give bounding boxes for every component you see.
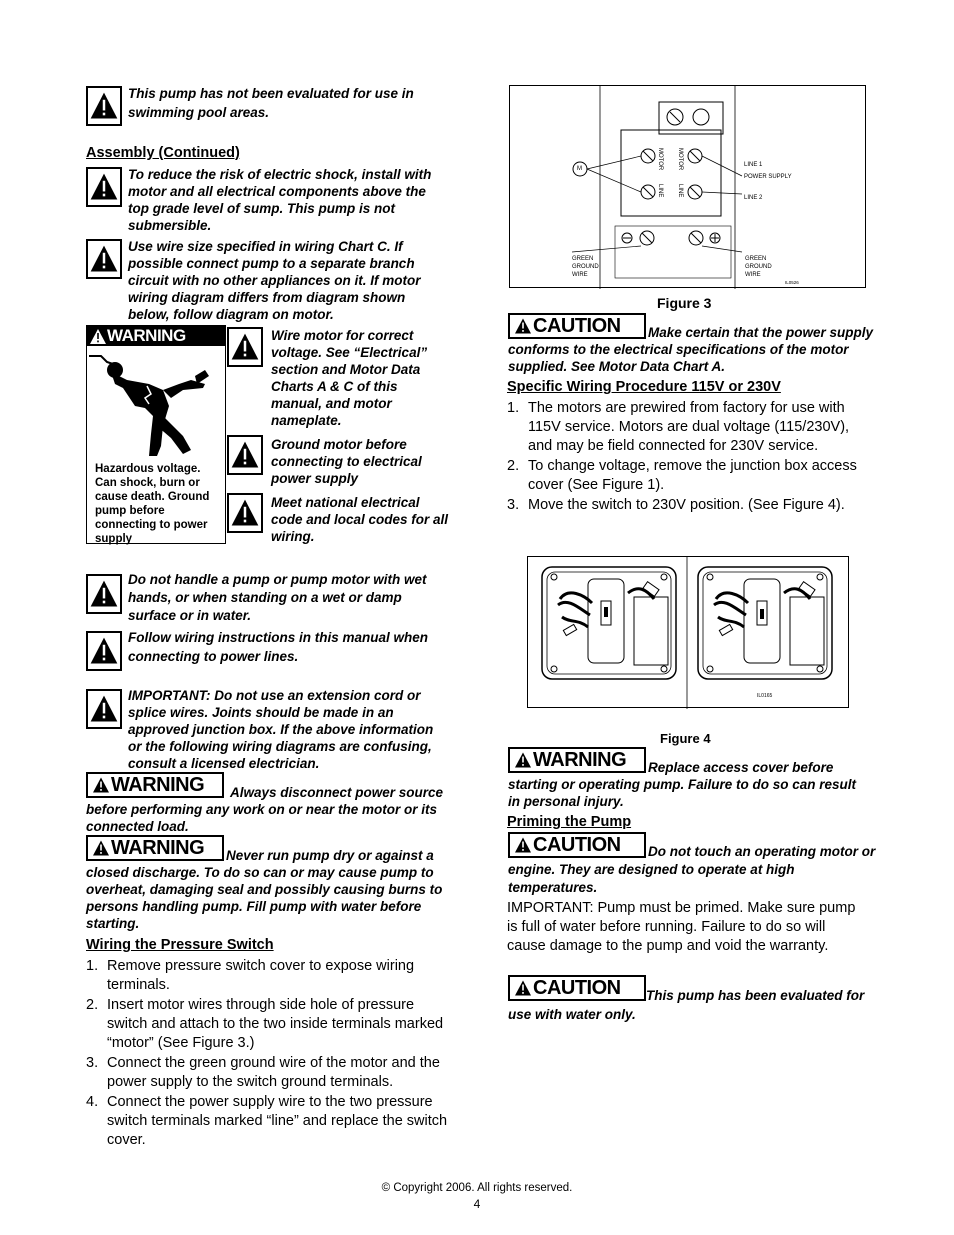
- warning-triangle-icon: [86, 689, 122, 729]
- list-item: 3. Connect the green ground wire of the motor and the power supply to the switch ground terminals.: [86, 1055, 440, 1090]
- ground-label: GROUND: [572, 264, 599, 270]
- motor-label: M: [577, 166, 582, 172]
- specific-steps-list: [507, 399, 863, 516]
- list-item: 1. Remove pressure switch cover to expose wiring terminals.: [86, 958, 415, 993]
- ground-label: GROUND: [745, 264, 772, 270]
- note-shock: To reduce the risk of electric shock, install with motor and all electrical components above the top grade level of sump. This pump is not submersible.: [128, 167, 432, 233]
- line1-label: LINE 1: [744, 162, 763, 168]
- figure-3-diagram: [509, 85, 866, 288]
- caution-water-only-text: This pump has been evaluated for use with water only.: [508, 988, 865, 1022]
- motor-terminal-label: MOTOR: [657, 148, 663, 171]
- list-item: 3. Move the switch to 230V position. (See Figure 4).: [507, 497, 845, 513]
- note-pool: This pump has not been evaluated for use in swimming pool areas.: [128, 86, 414, 120]
- warning-triangle-icon: [86, 574, 122, 614]
- warning-symbol-icon: [89, 328, 107, 345]
- list-item: 2. To change voltage, remove the junction box access cover (See Figure 1).: [507, 458, 857, 493]
- note-wire-motor: Wire motor for correct voltage. See “Electrical” section and Motor Data Charts A & C of this manual, and motor nameplate.: [271, 328, 428, 428]
- caution-operating-motor-text: Do not touch an operating motor or engine. They are designed to operate at high temperatures.: [508, 844, 876, 895]
- note-ground-motor: Ground motor before connecting to electrical power supply: [271, 437, 422, 486]
- line2-label: LINE 2: [744, 195, 763, 201]
- warning-triangle-icon: [86, 167, 122, 207]
- page-number: 4: [473, 1197, 481, 1211]
- assembly-heading: Assembly (Continued): [86, 145, 240, 161]
- ground-label: WIRE: [572, 272, 588, 278]
- figure-4-caption: Figure 4: [660, 731, 711, 746]
- note-follow-instructions: Follow wiring instructions in this manual when connecting to power lines.: [128, 630, 429, 664]
- figure-3-caption: Figure 3: [657, 295, 712, 311]
- warning-disconnect-text: Always disconnect power source before performing any work on or near the motor or its connected load.: [86, 785, 444, 834]
- ground-label: WIRE: [745, 272, 761, 278]
- electrocution-illustration-icon: [87, 346, 224, 458]
- hazard-voltage-box: [86, 325, 226, 544]
- wiring-steps-list: [86, 957, 456, 1151]
- warning-triangle-icon: [86, 239, 122, 279]
- pressure-switch-wiring-icon: [510, 86, 867, 289]
- motor-terminal-label: MOTOR: [677, 148, 683, 171]
- line-terminal-label: LINE: [657, 184, 663, 198]
- warning-triangle-icon: [227, 435, 263, 475]
- caution-label: CAUTION: [533, 315, 621, 337]
- power-supply-label: POWER SUPPLY: [744, 174, 792, 180]
- caution-power-supply-text: Make certain that the power supply conforms to the electrical specifications of the motor supplied. See Motor Data Chart A.: [508, 325, 874, 374]
- list-item: 4. Connect the power supply wire to the two pressure switch terminals marked “line” and replace the switch cover.: [86, 1094, 448, 1148]
- line-terminal-label: LINE: [677, 184, 683, 198]
- priming-heading: Priming the Pump: [507, 814, 632, 830]
- figure-code: IL0165: [757, 693, 773, 699]
- figure-code: IL0526: [785, 280, 799, 285]
- ground-label: GREEN: [745, 256, 767, 262]
- warning-label: WARNING: [111, 774, 205, 796]
- note-electrical-code: Meet national electrical code and local codes for all wiring.: [271, 495, 449, 544]
- warning-label: WARNING: [111, 837, 205, 859]
- warning-triangle-icon: [227, 493, 263, 533]
- note-wet-hands: Do not handle a pump or pump motor with wet hands, or when standing on a wet or damp surface or in water.: [128, 572, 427, 623]
- warning-triangle-icon: [86, 631, 122, 671]
- important-priming-text: IMPORTANT: Pump must be primed. Make sure pump is full of water before running. Failure to do so will cause damage to the pump and void the warranty.: [507, 900, 856, 954]
- figure-4-diagram: [527, 556, 849, 708]
- warning-box-caption: Hazardous voltage. Can shock, burn or cause death. Ground pump before connecting to power supply: [95, 463, 210, 545]
- junction-box-switch-icon: [528, 557, 850, 709]
- note-wire-size: Use wire size specified in wiring Chart C. If possible connect pump to a separate branch circuit with no other appliances on it. If motor wiring diagram differs from diagram shown below, follow diagram on motor.: [128, 239, 421, 322]
- note-extension-cord: IMPORTANT: Do not use an extension cord or splice wires. Joints should be made in an approved junction box. If the above information or the following wiring diagrams are confusing, consult a licensed electrician.: [128, 688, 434, 771]
- warning-access-cover-text: Replace access cover before starting or operating pump. Failure to do so can result in personal injury.: [508, 760, 857, 809]
- ground-label: GREEN: [572, 256, 594, 262]
- list-item: 2. Insert motor wires through side hole of pressure switch and attach to the two inside terminals marked “motor” (See Figure 3.): [86, 997, 444, 1051]
- specific-wiring-heading: Specific Wiring Procedure 115V or 230V: [507, 379, 781, 395]
- wiring-heading: Wiring the Pressure Switch: [86, 937, 274, 953]
- warning-box-label: WARNING: [107, 326, 186, 345]
- caution-label: CAUTION: [533, 834, 621, 856]
- warning-triangle-icon: [227, 327, 263, 367]
- warning-run-dry-text: Never run pump dry or against a closed discharge. To do so can or may cause pump to overheat, damaging seal and possibly causing burns to persons handling pump. Fill pump with water before starting.: [86, 848, 443, 931]
- copyright: © Copyright 2006. All rights reserved.: [381, 1182, 573, 1194]
- list-item: 1. The motors are prewired from factory for use with 115V service. Motors are dual voltage (115/230V), and may be field connected for 230V service.: [507, 400, 850, 454]
- caution-label: CAUTION: [533, 977, 621, 999]
- warning-triangle-icon: [86, 86, 122, 126]
- warning-label: WARNING: [533, 749, 627, 771]
